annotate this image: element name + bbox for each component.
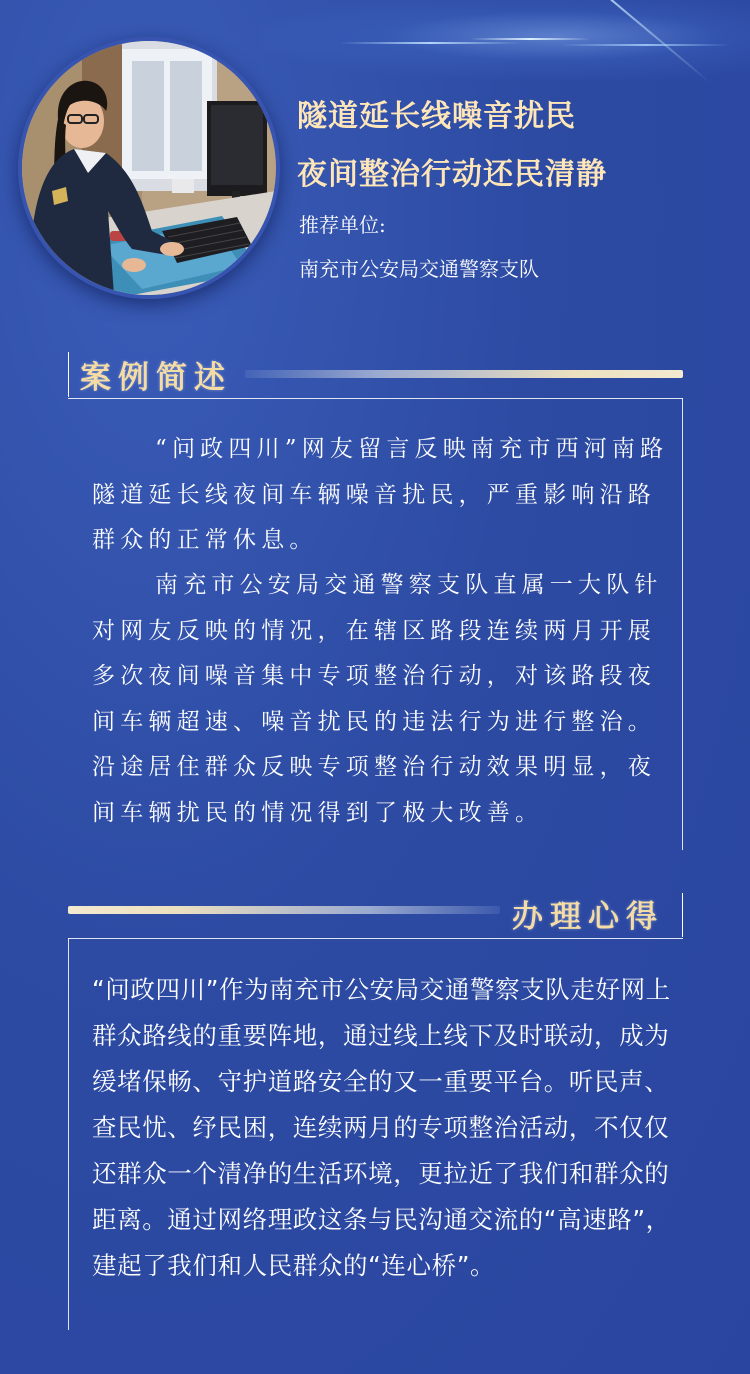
case-paragraph-1: “问政四川”网友留言反映南充市西河南路隧道延长线夜间车辆噪音扰民，严重影响沿路群众的正常休息。 — [92, 436, 669, 553]
recommend-label: 推荐单位: — [299, 213, 386, 237]
recommend-unit: 南充市公安局交通警察支队 — [299, 257, 539, 281]
section-title-accent-line — [682, 893, 683, 937]
experience-box-left-border — [68, 938, 69, 1330]
headline-line-2: 夜间整治行动还民清静 — [297, 157, 607, 192]
case-title-gold-bar — [245, 370, 683, 378]
headline-line-1: 隧道延长线噪音扰民 — [297, 99, 576, 134]
light-streak — [560, 44, 730, 46]
case-box-corner — [68, 396, 69, 397]
experience-paragraph: “问政四川”作为南充市公安局交通警察支队走好网上群众路线的重要阵地，通过线上线下及时联动，成为缓堵保畅、守护道路安全的又一重要平台。听民声、查民忧、纾民困，连续两月的专项整治活动，不仅仅还群众一个清净的生活环境，更拉近了我们和群众的距离。通过网络理政这条与民沟通交流的“高速路”，建起了我们和人民群众的“连心桥”。 — [92, 975, 671, 1280]
officer-at-computer-photo — [22, 41, 276, 295]
case-box-right-border — [682, 398, 683, 850]
case-section-title: 案例简述 — [80, 360, 232, 396]
experience-title-gold-bar — [68, 906, 500, 914]
experience-box-top-border — [68, 938, 683, 939]
experience-section-title: 办理心得 — [512, 899, 664, 935]
light-streak — [470, 38, 590, 40]
headline — [297, 88, 607, 204]
section-title-accent-line — [68, 352, 69, 396]
header-light-glow — [260, 0, 750, 80]
light-streak — [340, 42, 520, 44]
case-paragraph-2: 南充市公安局交通警察支队直属一大队针对网友反映的情况，在辖区路段连续两月开展多次夜间噪音集中专项整治行动，对该路段夜间车辆超速、噪音扰民的违法行为进行整治。沿途居住群众反映专项整治行动效果明显，夜间车辆扰民的情况得到了极大改善。 — [92, 572, 663, 826]
case-box-top-border — [68, 398, 683, 399]
